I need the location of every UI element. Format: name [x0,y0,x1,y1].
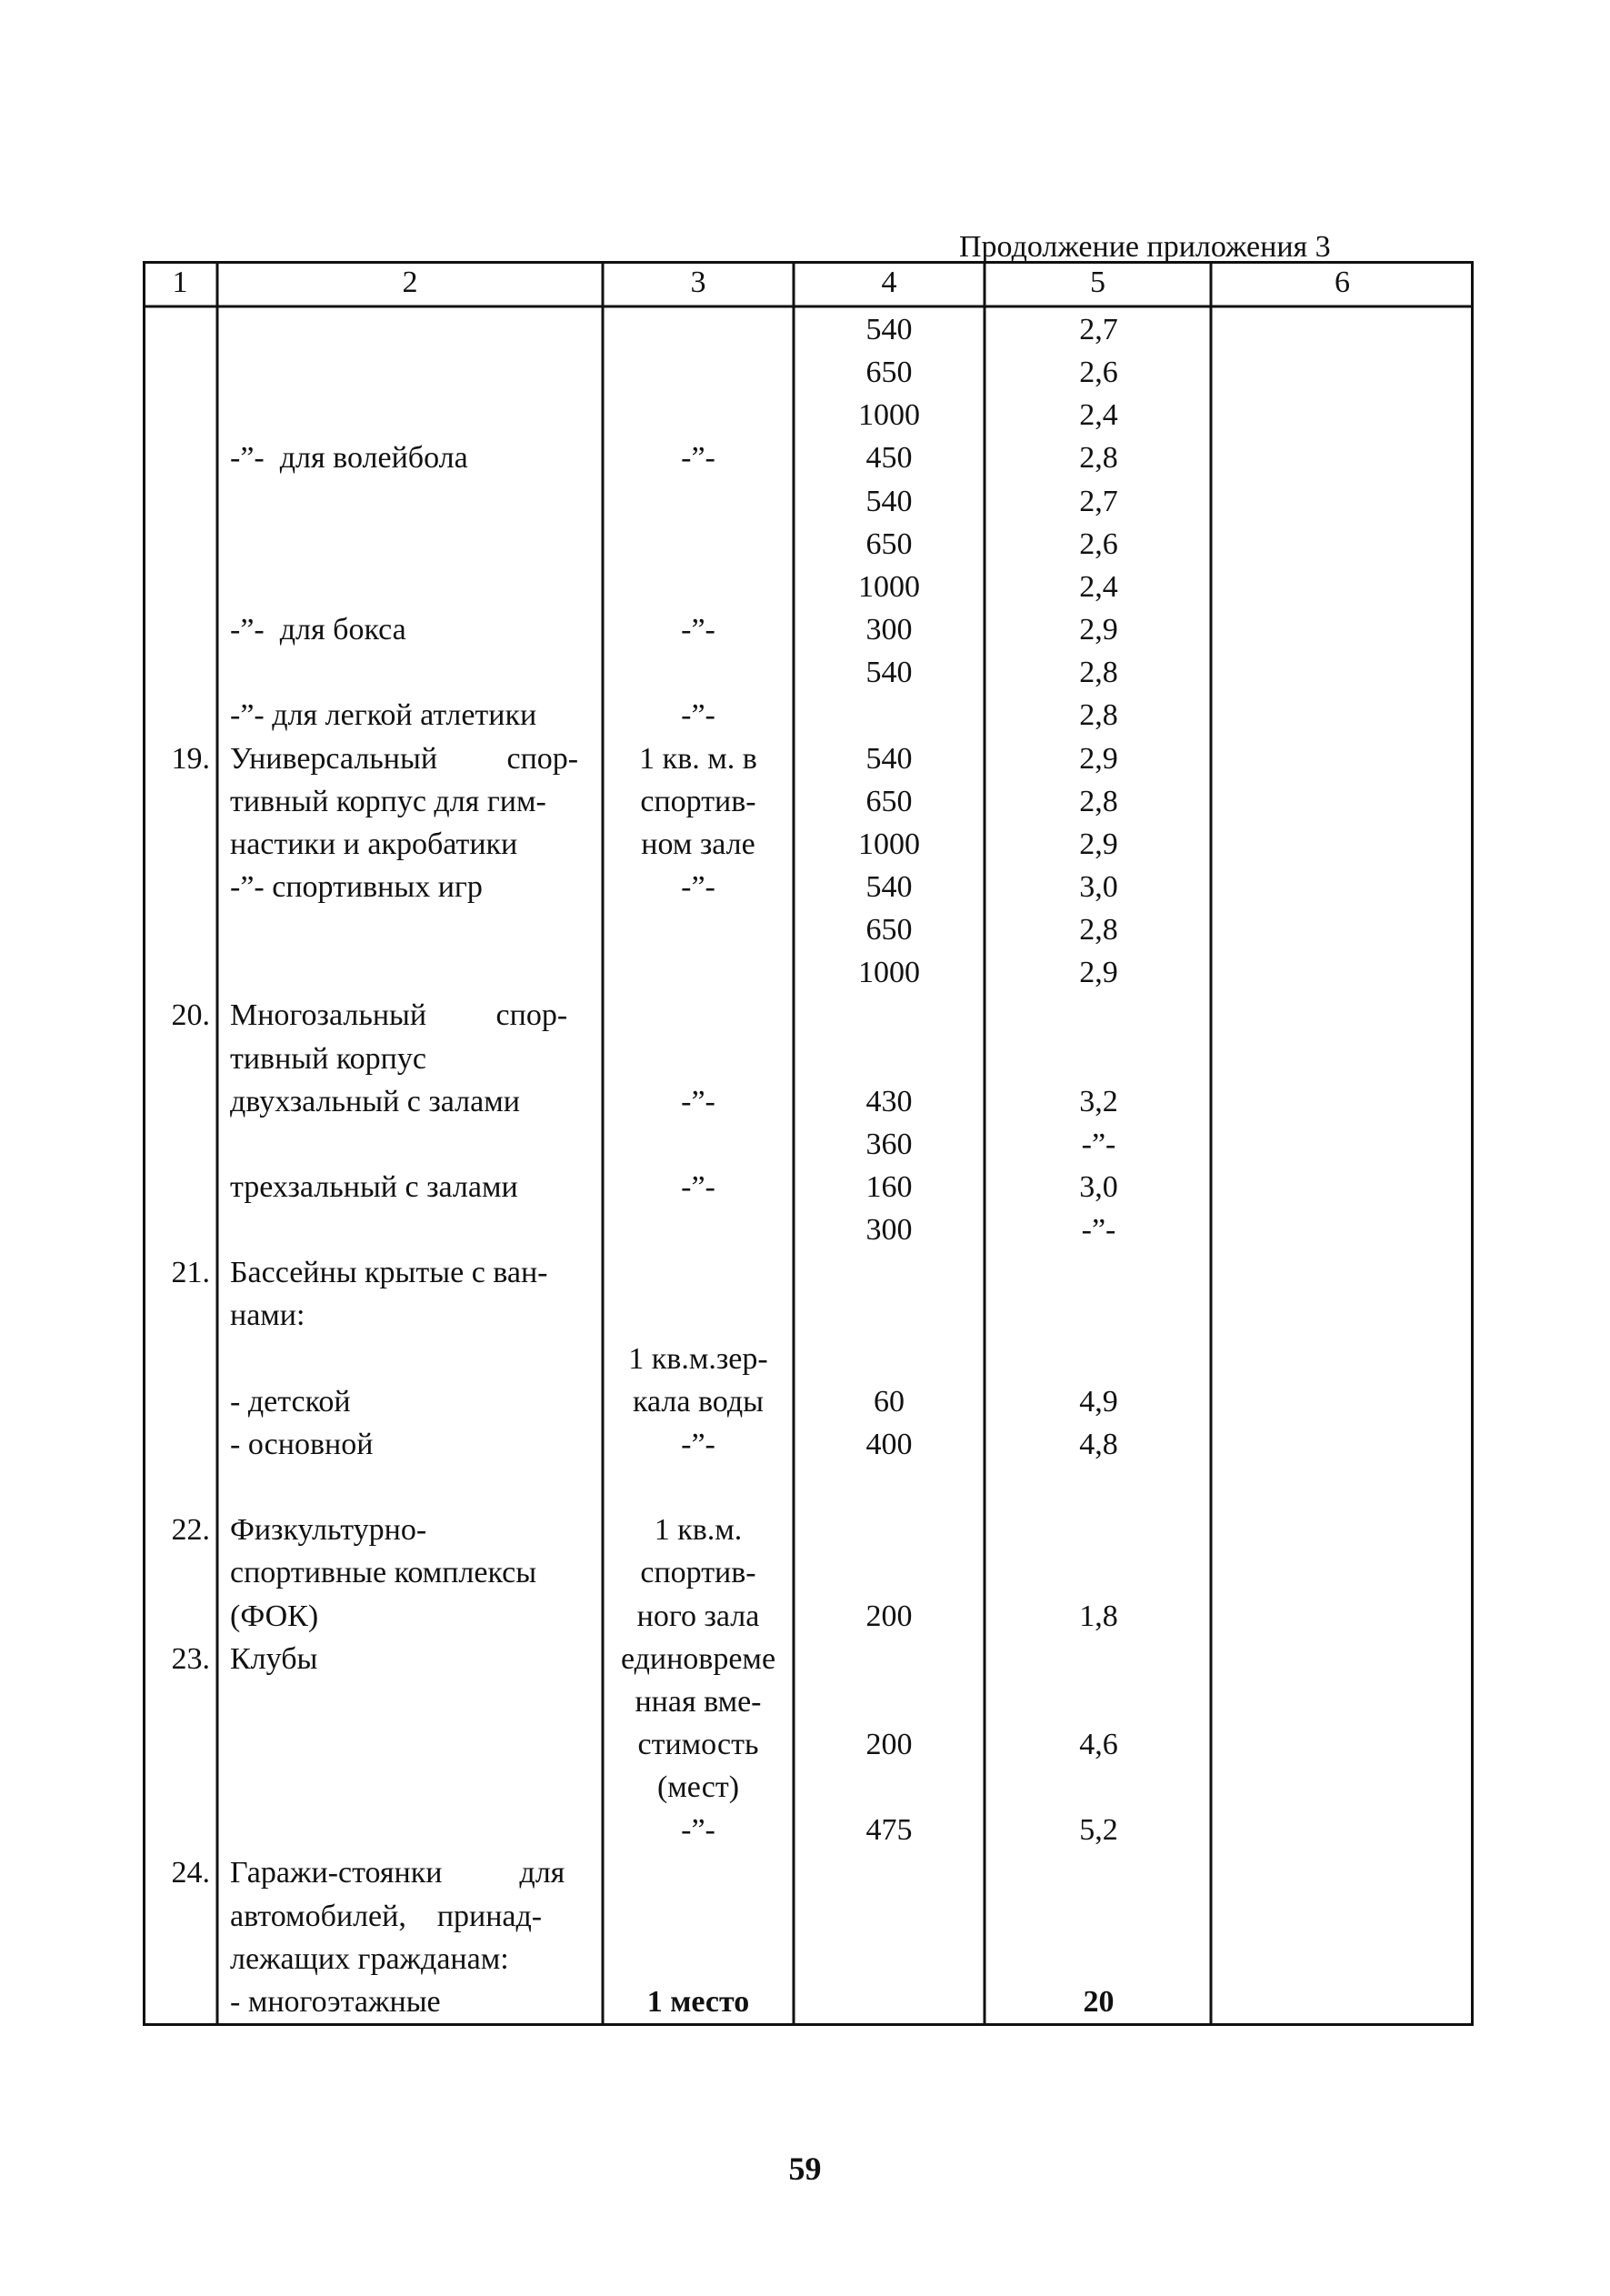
table-cell-col2: автомобилей, принад- [230,1899,543,1933]
table-cell-col4: 360 [865,1127,913,1161]
table-cell-col4: 200 [865,1599,913,1633]
table-caption: Продолжение приложения 3 [959,230,1331,264]
table-cell-col5: 2,8 [1079,656,1118,690]
table-cell-col5: 2,4 [1079,569,1118,604]
table-cell-col3: -”- [681,1084,715,1118]
table-cell-col4: 650 [865,526,913,561]
col-header-3: 3 [690,266,706,299]
table-cell-col4: 300 [865,1213,913,1248]
table-cell-col2: -”- для волейбола [230,441,468,476]
table-cell-col4: 430 [865,1084,913,1118]
table-cell-col5: 5,2 [1079,1813,1118,1848]
table-cell-col1: 22. [171,1513,210,1548]
table-cell-col3: -”- [681,1813,715,1848]
table-cell-col3: спортив- [640,1556,756,1590]
table-cell-col5: 4,6 [1079,1727,1118,1761]
table-cell-col2: спортивные комплексы [230,1556,537,1590]
table-cell-col4: 1000 [858,956,920,990]
table-cell-col4: 540 [865,313,913,346]
table-cell-col5: 2,9 [1079,613,1118,647]
table-cell-col5: 1,8 [1079,1599,1118,1633]
table-cell-col3: -”- [681,869,715,904]
table-cell-col3: -”- [681,441,715,476]
table-cell-col5: 2,9 [1079,956,1118,990]
table-cell-col5: 2,9 [1079,827,1118,861]
col-header-2: 2 [402,266,418,299]
table-cell-col4: 650 [865,784,913,818]
table-cell-col2: - основной [230,1427,374,1461]
table-cell-col5: -”- [1081,1127,1116,1161]
table-cell-col5: 2,4 [1079,398,1118,433]
table-cell-col3: ном зале [641,827,755,861]
table-cell-col2: Клубы [230,1641,318,1676]
table-cell-col3: -”- [681,698,715,733]
table-cell-col2: -”- спортивных игр [230,869,483,904]
table-cell-col4: 300 [865,613,913,647]
table-cell-col5: 3,0 [1079,1170,1118,1204]
table-cell-col4: 650 [865,913,913,947]
table-cell-col4: 60 [874,1384,905,1419]
table-cell-col2: Универсальный спор- [230,741,579,776]
table-cell-col4: 1000 [858,569,920,604]
table-cell-col3: стимость [637,1727,759,1761]
table-cell-col2: тивный корпус для гим- [230,784,546,818]
table-cell-col2: (ФОК) [230,1599,319,1633]
table-cell-col5: -”- [1081,1213,1116,1248]
table-cell-col1: 19. [171,741,210,776]
table-cell-col3: единовреме [620,1641,776,1676]
table-cell-col5: 2,8 [1079,913,1118,947]
table-cell-col4: 475 [865,1813,913,1848]
table-cell-col4: 540 [865,484,913,518]
table-cell-col5: 2,7 [1079,313,1118,346]
table-cell-col3: 1 кв. м. в [639,741,757,776]
col-header-6: 6 [1335,266,1350,299]
table-cell-col3: нная вме- [635,1684,762,1719]
table-cell-col3: (мест) [656,1770,740,1805]
table-cell-col2: - детской [230,1384,351,1419]
table-cell-col4: 200 [865,1727,913,1761]
appendix-table [143,261,1474,2026]
table-cell-col3: 1 место [646,1984,750,2019]
table-cell-col2: -”- для легкой атлетики [230,698,537,733]
table-cell-col3: кала воды [633,1384,764,1419]
table-cell-col2: Многозальный спор- [230,998,568,1033]
table-cell-col4: 400 [865,1427,913,1461]
table-cell-col5: 2,6 [1079,526,1118,561]
table-cell-col2: Бассейны крытые с ван- [230,1256,548,1290]
table-cell-col5: 2,8 [1079,784,1118,818]
col-header-5: 5 [1090,266,1105,299]
table-cell-col3: спортив- [640,784,756,818]
table-cell-col4: 650 [865,356,913,390]
table-cell-col5: 2,8 [1079,441,1118,476]
table-cell-col1: 21. [171,1256,210,1290]
table-cell-col2: настики и акробатики [230,827,518,861]
table-cell-col5: 2,9 [1079,741,1118,776]
table-cell-col2: -”- для бокса [230,613,406,647]
table-cell-col4: 1000 [858,398,920,433]
table-cell-col3: -”- [681,613,715,647]
table-cell-col2: нами: [230,1298,305,1333]
col-header-1: 1 [172,266,188,299]
table-cell-col2: трехзальный с залами [230,1170,518,1204]
table-cell-col4: 450 [865,441,913,476]
table-cell-col3: 1 кв.м. [654,1513,743,1548]
table-cell-col2: тивный корпус [230,1041,426,1076]
table-cell-col4: 540 [865,656,913,690]
table-cell-col5: 3,2 [1079,1084,1118,1118]
table-cell-col1: 20. [171,998,210,1033]
table-cell-col5: 2,8 [1079,698,1118,733]
table-cell-col2: Физкультурно- [230,1513,427,1548]
table-cell-col5: 4,9 [1079,1384,1118,1419]
table-cell-col5: 4,8 [1079,1427,1118,1461]
page-number: 59 [788,2151,822,2187]
table-cell-col5: 2,7 [1079,484,1118,518]
table-cell-col4: 540 [865,869,913,904]
table-cell-col4: 160 [865,1170,913,1204]
table-cell-col1: 23. [171,1641,210,1676]
table-cell-col2: Гаражи-стоянки для [230,1856,565,1890]
table-cell-col5: 20 [1083,1984,1115,2019]
table-cell-col2: двухзальный с залами [230,1084,520,1118]
table-cell-col5: 3,0 [1079,869,1118,904]
table-cell-col3: 1 кв.м.зер- [628,1341,768,1376]
table-cell-col3: -”- [681,1170,715,1204]
table-cell-col3: -”- [681,1427,715,1461]
col-header-4: 4 [881,266,897,299]
table-cell-col4: 1000 [858,827,920,861]
table-cell-col4: 540 [865,741,913,776]
table-cell-col2: лежащих гражданам: [230,1941,509,1976]
table-cell-col2: - многоэтажные [230,1984,441,2019]
table-cell-col3: ного зала [636,1599,760,1633]
table-cell-col1: 24. [171,1856,210,1890]
table-cell-col5: 2,6 [1079,356,1118,390]
